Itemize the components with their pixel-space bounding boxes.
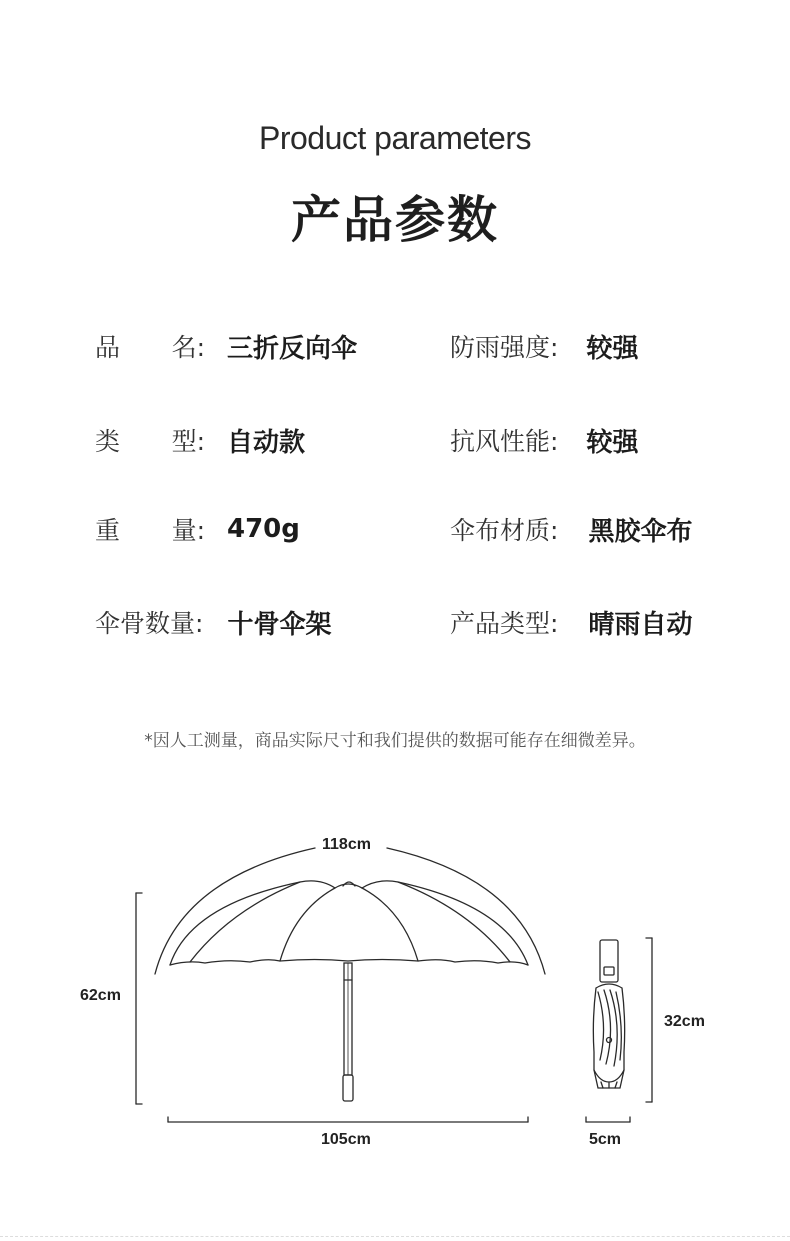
param-wind bbox=[450, 420, 638, 460]
param-category-value: 晴雨自动 bbox=[588, 609, 693, 640]
param-type-label: 类 型: bbox=[95, 427, 205, 456]
dimension-diagram bbox=[0, 820, 790, 1180]
param-rain-label: 防雨强度: bbox=[450, 333, 559, 362]
umbrella-handle bbox=[343, 1075, 353, 1101]
param-category bbox=[450, 602, 692, 642]
open-height-label: 62cm bbox=[80, 987, 121, 1004]
param-ribs-value: 十骨伞架 bbox=[227, 609, 332, 640]
param-wind-label: 抗风性能: bbox=[450, 427, 559, 456]
param-ribs bbox=[95, 602, 331, 642]
canopy-outline bbox=[170, 881, 528, 965]
folded-umbrella-body bbox=[593, 984, 624, 1082]
param-rain bbox=[450, 326, 638, 366]
folded-length-label: 32cm bbox=[664, 1013, 705, 1030]
folded-umbrella-handle bbox=[600, 940, 618, 982]
param-weight bbox=[95, 509, 300, 549]
arc-length-label: 118cm bbox=[322, 836, 371, 853]
param-weight-label: 重 量: bbox=[95, 516, 205, 545]
param-weight-value: 470g bbox=[227, 514, 300, 544]
param-name bbox=[95, 326, 357, 366]
param-ribs-label: 伞骨数量: bbox=[95, 609, 204, 638]
param-fabric-value: 黑胶伞布 bbox=[588, 516, 693, 547]
measurement-note: *因人工测量，商品实际尺寸和我们提供的数据可能存在细微差异。 bbox=[144, 731, 646, 751]
bottom-divider bbox=[0, 1236, 790, 1237]
param-name-label: 品 名: bbox=[95, 333, 205, 362]
param-rain-value: 较强 bbox=[586, 333, 639, 364]
param-category-label: 产品类型: bbox=[450, 609, 559, 638]
param-name-value: 三折反向伞 bbox=[227, 333, 358, 364]
param-type bbox=[95, 420, 305, 460]
title-english: Product parameters bbox=[258, 120, 531, 156]
arc-dimension-line bbox=[155, 848, 315, 974]
title-chinese: 产品参数 bbox=[291, 191, 499, 249]
param-fabric-label: 伞布材质: bbox=[450, 516, 559, 545]
param-wind-value: 较强 bbox=[586, 427, 639, 458]
canopy-rim bbox=[170, 960, 528, 966]
folded-width-label: 5cm bbox=[589, 1131, 622, 1148]
open-width-label: 105cm bbox=[321, 1131, 371, 1148]
param-type-value: 自动款 bbox=[227, 427, 306, 458]
param-fabric bbox=[450, 509, 692, 549]
